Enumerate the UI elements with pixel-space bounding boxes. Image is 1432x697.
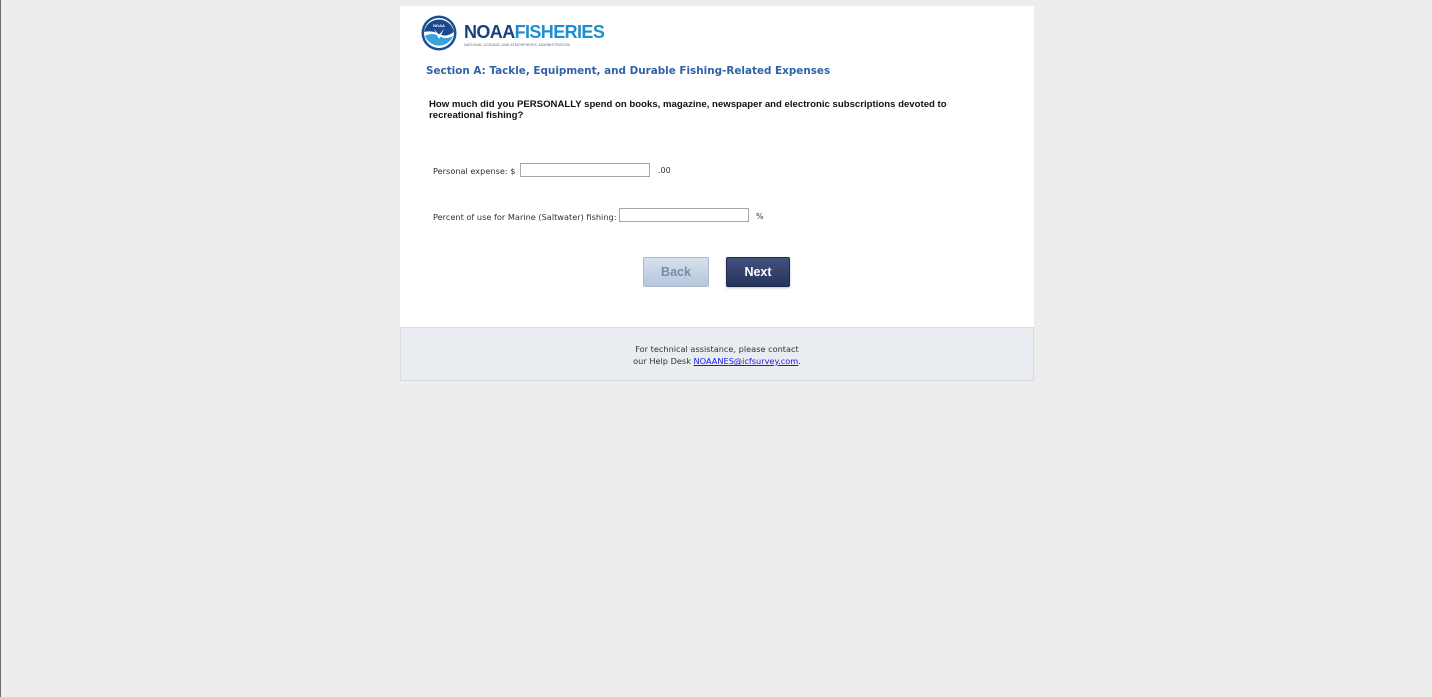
marine-percent-label: Percent of use for Marine (Saltwater) fishing:: [433, 212, 617, 222]
help-desk-email-link[interactable]: NOAANES@icfsurvey.com: [693, 356, 799, 366]
personal-expense-label: Personal expense: $: [433, 166, 516, 176]
section-title: Section A: Tackle, Equipment, and Durable Fishing-Related Expenses: [426, 65, 831, 77]
marine-percent-suffix: %: [756, 212, 764, 221]
next-button[interactable]: Next: [726, 257, 790, 287]
footer-help-desk-text: our Help Desk: [633, 356, 694, 366]
marine-percent-input[interactable]: [619, 208, 749, 222]
footer-line-2: [401, 355, 1033, 367]
footer-line-1: For technical assistance, please contact: [635, 344, 799, 354]
brand-noaa: NOAA: [464, 22, 515, 42]
brand-fisheries: FISHERIES: [514, 22, 605, 42]
question-text: How much did you PERSONALLY spend on books, magazine, newspaper and electronic subscriptions devoted to recreational fishing?: [429, 99, 947, 121]
emblem-text: NOAA: [433, 23, 445, 28]
window-left-border: [0, 0, 1, 697]
noaa-fisheries-logo: [421, 15, 605, 53]
noaa-emblem-icon: [421, 15, 457, 51]
brand-subtitle: NATIONAL OCEANIC AND ATMOSPHERIC ADMINISTRATION: [464, 43, 571, 47]
personal-expense-input[interactable]: [520, 163, 650, 177]
footer-period: .: [798, 356, 801, 366]
back-button[interactable]: Back: [643, 257, 709, 287]
survey-card: [400, 6, 1034, 327]
personal-expense-suffix: .00: [658, 166, 671, 175]
footer: [400, 327, 1034, 381]
brand-name: [464, 22, 604, 42]
